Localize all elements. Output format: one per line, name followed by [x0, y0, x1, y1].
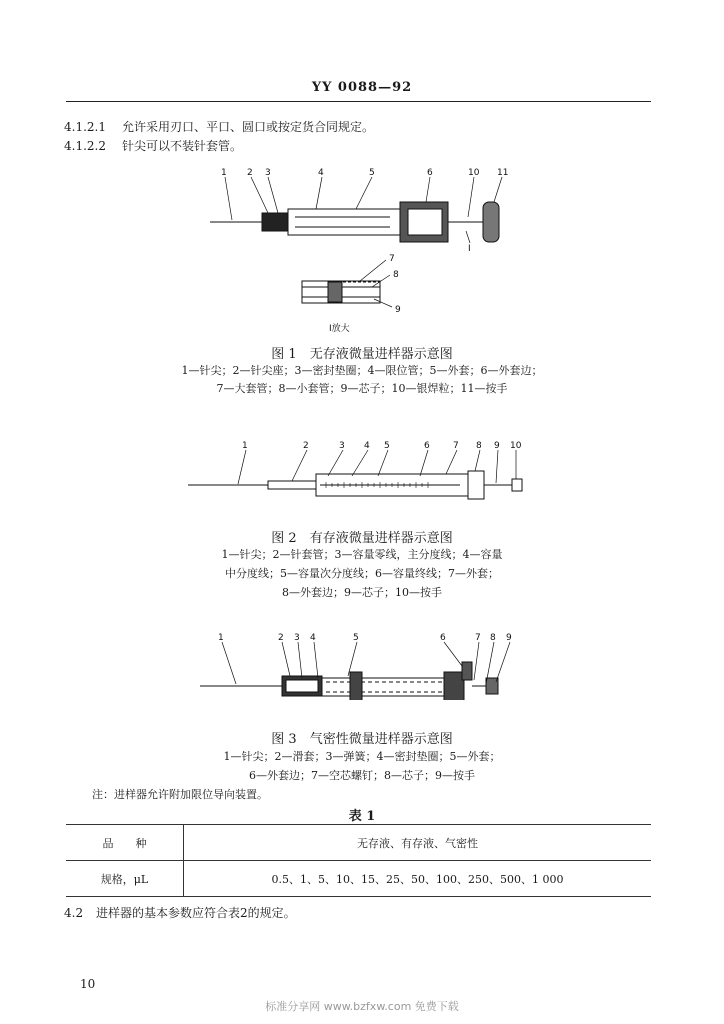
note: 注：进样器允许附加限位导向装置。 — [92, 788, 268, 801]
figure-1-legend-line: 7—大套管；8—小套管；9—芯子；10—银焊粒；11—按手 — [216, 382, 508, 395]
callout-label: 2 — [303, 441, 309, 451]
hollow-screw — [462, 662, 472, 680]
standard-code: YY 0088—92 — [311, 80, 413, 95]
callout-label: 4 — [310, 633, 316, 643]
press-knob — [512, 479, 522, 491]
callout-label: 5 — [369, 168, 375, 178]
callout-label: 5 — [353, 633, 359, 643]
needle-seat — [262, 213, 288, 231]
table-title: 表 1 — [348, 809, 376, 824]
detail-caption: I放大 — [329, 324, 350, 334]
barrel-flange — [468, 471, 484, 499]
clause-4-1-2-2 — [64, 137, 242, 154]
figure-3-drawing — [0, 628, 724, 700]
callout-label: I — [468, 244, 471, 254]
figure-3-title: 图 3 气密性微量进样器示意图 — [271, 732, 453, 747]
figure-2-title: 图 2 有存液微量进样器示意图 — [271, 531, 453, 546]
page-number: 10 — [80, 977, 96, 991]
figure-2-legend-line: 中分度线；5—容量次分度线；6—容量终线；7—外套； — [225, 567, 499, 580]
table-cell-value: 无存液、有存液、气密性 — [184, 825, 652, 861]
table-row — [66, 825, 651, 861]
callout-label: 1 — [221, 168, 227, 178]
callout-label: 1 — [242, 441, 248, 451]
callout-label: 6 — [424, 441, 430, 451]
figure-2-drawing — [0, 438, 724, 500]
clause-4-2 — [64, 904, 296, 921]
clause-number: 4.2 — [64, 906, 84, 920]
callout-label: 2 — [278, 633, 284, 643]
clause-number: 4.1.2.1 — [64, 120, 106, 134]
needle-guard — [268, 481, 316, 489]
callout-label: 9 — [395, 305, 401, 315]
table-row — [66, 861, 651, 897]
figure-2-legend-line: 8—外套边；9—芯子；10—按手 — [282, 586, 442, 599]
figure-3-legend-line: 1—针尖；2—滑套；3—弹簧；4—密封垫圈；5—外套； — [223, 750, 501, 763]
figure-1-legend-line: 1—针尖；2—针尖座；3—密封垫圈；4—限位管；5—外套；6—外套边； — [181, 364, 543, 377]
barrel-flange — [444, 672, 464, 700]
callout-label: 9 — [506, 633, 512, 643]
spec-table — [66, 824, 651, 897]
callout-label: 8 — [393, 270, 399, 280]
table-cell-value: 0.5、1、5、10、15、25、50、100、250、500、1 000 — [184, 861, 652, 897]
callout-label: 11 — [497, 168, 509, 178]
clause-text: 进样器的基本参数应符合表2的规定。 — [96, 906, 296, 920]
callout-label: 7 — [389, 254, 395, 264]
callout-label: 4 — [364, 441, 370, 451]
figure-1-title: 图 1 无存液微量进样器示意图 — [271, 347, 453, 362]
callout-label: 3 — [339, 441, 345, 451]
press-knob — [483, 202, 499, 242]
barrel — [322, 678, 462, 696]
outer-sleeve — [288, 209, 400, 235]
callout-label: 1 — [218, 633, 224, 643]
callout-label: 10 — [510, 441, 522, 451]
callout-label: 2 — [247, 168, 253, 178]
callout-label: 7 — [453, 441, 459, 451]
callout-label: 3 — [294, 633, 300, 643]
clause-text: 针尖可以不装针套管。 — [122, 139, 243, 153]
table-cell-label: 品 种 — [66, 825, 184, 861]
callout-label: 8 — [490, 633, 496, 643]
callout-label: 9 — [494, 441, 500, 451]
callout-label: 10 — [468, 168, 480, 178]
figure-2-legend-line: 1—针尖；2—针套管；3—容量零线，主分度线；4—容量 — [221, 548, 503, 561]
clause-text: 允许采用刃口、平口、圆口或按定货合同规定。 — [122, 120, 375, 134]
watermark: 标准分享网 www.bzfxw.com 免费下载 — [265, 1000, 459, 1013]
callout-label: 8 — [476, 441, 482, 451]
callout-label: 7 — [475, 633, 481, 643]
figure-1-drawing — [0, 165, 724, 340]
callout-label: 6 — [427, 168, 433, 178]
clause-number: 4.1.2.2 — [64, 139, 106, 153]
callout-label: 3 — [265, 168, 271, 178]
figure-3-legend-line: 6—外套边；7—空芯螺钉；8—芯子；9—按手 — [249, 769, 475, 782]
callout-label: 5 — [384, 441, 390, 451]
clause-4-1-2-1 — [64, 118, 374, 135]
callout-label: 6 — [440, 633, 446, 643]
table-cell-label: 规格，μL — [66, 861, 184, 897]
header-rule — [66, 101, 651, 102]
callout-label: 4 — [318, 168, 324, 178]
